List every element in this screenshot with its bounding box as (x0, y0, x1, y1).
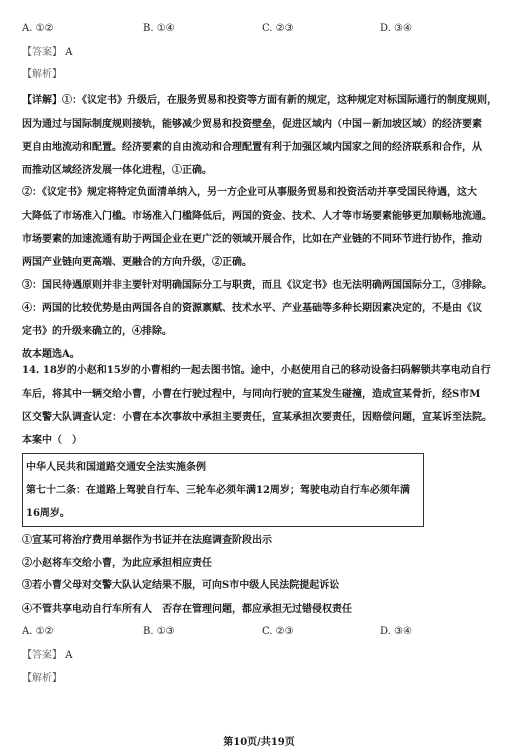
answer-tag: 【答案】 (22, 47, 62, 58)
detail-line: 大降低了市场准入门槛。市场准入门槛降低后，两国的资金、技术、人才等市场要素能够更加顺畅地流通。 (22, 211, 492, 222)
q13-option-a: A. ①② (22, 23, 54, 34)
q14-analysis-tag: 【解析】 (22, 673, 62, 684)
answer-value: A (65, 47, 73, 58)
detail-line: 因为通过与国际制度规则接轨，能够减少贸易和投资壁垒，促进区域内（中国－新加坡区域）的经济要素 (22, 119, 482, 130)
answer-value: A (65, 650, 73, 661)
q14-answer (22, 649, 498, 663)
stem-line: 区交警大队调查认定：小曹在本次事故中承担主要责任，宣某承担次要责任，因赔偿问题，宣某诉至法院。 (22, 412, 492, 423)
q13-answer (22, 46, 498, 60)
q14-option-b: B. ①③ (143, 626, 175, 637)
stem-line: 车后，将其中一辆交给小曹，小曹在行驶过程中，与同向行驶的宣某发生碰撞，造成宣某骨折，经S市M (22, 389, 481, 400)
q13-option-c: C. ②③ (262, 23, 294, 34)
detail-line: ④：两国的比较优势是由两国各自的资源禀赋、技术水平、产业基础等多种长期因素决定的，不是由《议 (22, 303, 482, 314)
detail-line: 而推动区域经济发展一体化进程，①正确。 (22, 165, 212, 176)
q14-option-a: A. ①② (22, 626, 54, 637)
statement-3: ③若小曹父母对交警大队认定结果不服，可向S市中级人民法院提起诉讼 (22, 580, 340, 591)
detail-line: ③：国民待遇原则并非主要针对明确国际分工与职责，而且《议定书》也无法明确两国国际分工，③排除。 (22, 280, 492, 291)
q14-option-d: D. ③④ (380, 626, 412, 637)
detail-line: 故本题选A。 (22, 349, 80, 360)
law-title: 中华人民共和国道路交通安全法实施条例 (26, 462, 206, 473)
q14-option-c: C. ②③ (262, 626, 294, 637)
stem-line: 14. 18岁的小赵和15岁的小曹相约一起去图书馆。途中，小赵使用自己的移动设备扫码解锁共享电动自行 (22, 365, 491, 376)
q13-analysis-tag: 【解析】 (22, 69, 62, 80)
page-footer: 第10页/共19页 (223, 737, 295, 748)
stem-line: 本案中（ ） (22, 435, 82, 446)
detail-line: 【详解】①：《议定书》升级后，在服务贸易和投资等方面有新的规定，这种规定对标国际通行的制度规则， (22, 95, 497, 106)
statement-1: ①宣某可将治疗费用单据作为书证并在法庭调查阶段出示 (22, 535, 272, 546)
law-text-line: 16周岁。 (26, 508, 70, 519)
answer-tag: 【答案】 (22, 650, 62, 661)
detail-line: 定书》的升级来确立的，④排除。 (22, 326, 172, 337)
law-text-line: 第七十二条：在道路上驾驶自行车、三轮车必须年满12周岁；驾驶电动自行车必须年满 (26, 485, 410, 496)
statement-4: ④不管共享电动自行车所有人 否存在管理问题，都应承担无过错侵权责任 (22, 604, 352, 615)
statement-2: ②小赵将车交给小曹，为此应承担相应责任 (22, 558, 212, 569)
q13-option-d: D. ③④ (380, 23, 412, 34)
q13-option-b: B. ①④ (143, 23, 175, 34)
detail-line: 两国产业链向更高端、更融合的方向升级，②正确。 (22, 257, 252, 268)
detail-line: 市场要素的加速流通有助于两国企业在更广泛的领域开展合作，比如在产业链的不同环节进行协作，推动 (22, 234, 482, 245)
detail-line: 更自由地流动和配置。经济要素的自由流动和合理配置有利于加强区域内国家之间的经济联系和合作，从 (22, 142, 482, 153)
detail-line: ②：《议定书》规定将特定负面清单纳入，另一方企业可从事服务贸易和投资活动并享受国民待遇，这大 (22, 187, 477, 198)
